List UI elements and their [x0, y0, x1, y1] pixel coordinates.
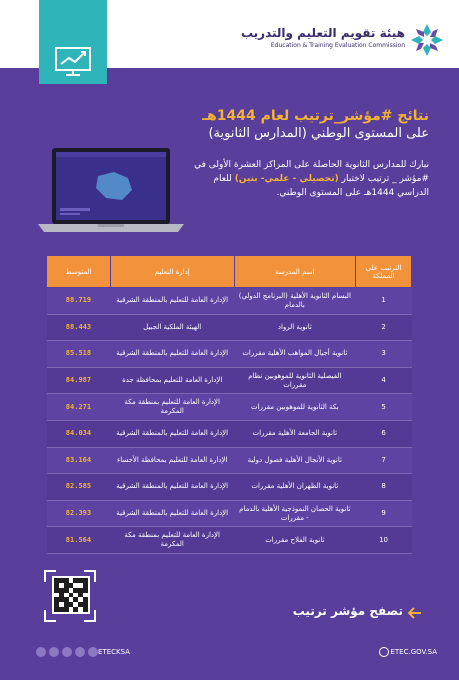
- rankings-table: [46, 255, 412, 554]
- header-rank: الترتيب على المملكة: [356, 256, 412, 288]
- table-row: [47, 288, 412, 315]
- monitor-badge: [39, 0, 107, 84]
- average-cell: 83.164: [47, 447, 111, 474]
- rank-cell: 6: [356, 420, 412, 447]
- admin-cell: الإدارة العامة للتعليم بمحافظة الأحساء: [110, 447, 234, 474]
- snapchat-icon[interactable]: [36, 647, 46, 657]
- school-cell: الفيصلية الثانوية للموهوبين نظام مقررات: [234, 367, 356, 394]
- social-icons: [36, 647, 98, 657]
- header-average: المتوسط: [47, 256, 111, 288]
- arrow-icon: [407, 606, 423, 620]
- intro-highlight: (تحصيلي - علمي- بنين): [234, 174, 339, 184]
- title-line-1: نتائج #مؤشر_ترتيب لعام 1444هـ: [202, 108, 429, 124]
- average-cell: 82.585: [47, 474, 111, 501]
- average-cell: 82.393: [47, 500, 111, 527]
- average-cell: 88.443: [47, 314, 111, 341]
- table-row: [47, 341, 412, 368]
- table-row: [47, 394, 412, 421]
- intro-text-1: نبارك للمدارس الثانوية الحاصلة على المراكز العشرة الأولى في #مؤشر _ ترتيب لاختبار: [194, 160, 429, 184]
- average-cell: 84.034: [47, 420, 111, 447]
- header-admin: إدارة التعليم: [110, 256, 234, 288]
- school-cell: ثانوية الفلاح مقررات: [234, 527, 356, 554]
- social-handle[interactable]: ETECKSA: [98, 648, 130, 656]
- rank-cell: 10: [356, 527, 412, 554]
- org-logo-text: [241, 26, 405, 49]
- rank-cell: 4: [356, 367, 412, 394]
- rank-cell: 5: [356, 394, 412, 421]
- table-row: [47, 527, 412, 554]
- youtube-icon[interactable]: [49, 647, 59, 657]
- school-cell: ثانوية الرواد: [234, 314, 356, 341]
- admin-cell: الإدارة العامة للتعليم بالمنطقة الشرقية: [110, 288, 234, 315]
- table-row: [47, 474, 412, 501]
- admin-cell: الإدارة العامة للتعليم بالمنطقة الشرقية: [110, 341, 234, 368]
- twitter-icon[interactable]: [75, 647, 85, 657]
- monitor-chart-icon: [39, 0, 107, 84]
- org-name-ar: هيئة تقويم التعليم والتدريب: [240, 26, 405, 40]
- average-cell: 85.518: [47, 341, 111, 368]
- school-cell: البسام الثانوية الأهلية (البرنامج الدولي) بالدمام: [234, 288, 356, 315]
- admin-cell: الهيئة الملكية الجبيل: [110, 314, 234, 341]
- school-cell: ثانوية الأنجال الأهلية فصول دولية: [234, 447, 356, 474]
- average-cell: 81.564: [47, 527, 111, 554]
- table-row: [47, 447, 412, 474]
- school-cell: ثانوية الحصان النموذجية الأهلية بالدمام - مقررات: [234, 500, 356, 527]
- table-row: [47, 367, 412, 394]
- org-name-en: Education & Training Evaluation Commission: [270, 42, 405, 49]
- header-school: اسم المدرسة: [234, 256, 356, 288]
- school-cell: ثانوية الظهران الأهلية مقررات: [234, 474, 356, 501]
- admin-cell: الإدارة العامة للتعليم بمنطقة مكة المكرمة: [110, 527, 234, 554]
- laptop-illustration: [36, 146, 186, 236]
- admin-cell: الإدارة العامة للتعليم بالمنطقة الشرقية: [110, 420, 234, 447]
- website-link[interactable]: ETEC.GOV.SA: [390, 648, 437, 656]
- admin-cell: الإدارة العامة للتعليم بمحافظة جدة: [110, 367, 234, 394]
- browse-index-label[interactable]: تصفح مؤشر ترتيب: [292, 604, 403, 618]
- rank-cell: 2: [356, 314, 412, 341]
- school-cell: ثانوية أجيال المواهب الأهلية مقررات: [234, 341, 356, 368]
- globe-icon: [379, 647, 389, 657]
- admin-cell: الإدارة العامة للتعليم بالمنطقة الشرقية: [110, 474, 234, 501]
- table-row: [47, 420, 412, 447]
- intro-text-2: للعام الدراسي 1444هـ على المستوى الوطني.: [213, 174, 429, 198]
- qr-code[interactable]: [52, 576, 90, 614]
- instagram-icon[interactable]: [62, 647, 72, 657]
- rank-cell: 9: [356, 500, 412, 527]
- title-line-2: على المستوى الوطني (المدارس الثانوية): [208, 126, 429, 141]
- admin-cell: الإدارة العامة للتعليم بمنطقة مكة المكرمة: [110, 394, 234, 421]
- average-cell: 88.719: [47, 288, 111, 315]
- etec-logo-icon: [409, 22, 445, 58]
- rank-cell: 3: [356, 341, 412, 368]
- table-row: [47, 314, 412, 341]
- facebook-icon[interactable]: [88, 647, 98, 657]
- school-cell: ثانوية الجامعة الأهلية مقررات: [234, 420, 356, 447]
- rank-cell: 1: [356, 288, 412, 315]
- table-header-row: [47, 256, 412, 288]
- intro-paragraph: [193, 158, 429, 200]
- rank-cell: 8: [356, 474, 412, 501]
- table-row: [47, 500, 412, 527]
- school-cell: بكة الثانوية للموهوبين مقررات: [234, 394, 356, 421]
- average-cell: 84.271: [47, 394, 111, 421]
- admin-cell: الإدارة العامة للتعليم بالمنطقة الشرقية: [110, 500, 234, 527]
- average-cell: 84.987: [47, 367, 111, 394]
- rank-cell: 7: [356, 447, 412, 474]
